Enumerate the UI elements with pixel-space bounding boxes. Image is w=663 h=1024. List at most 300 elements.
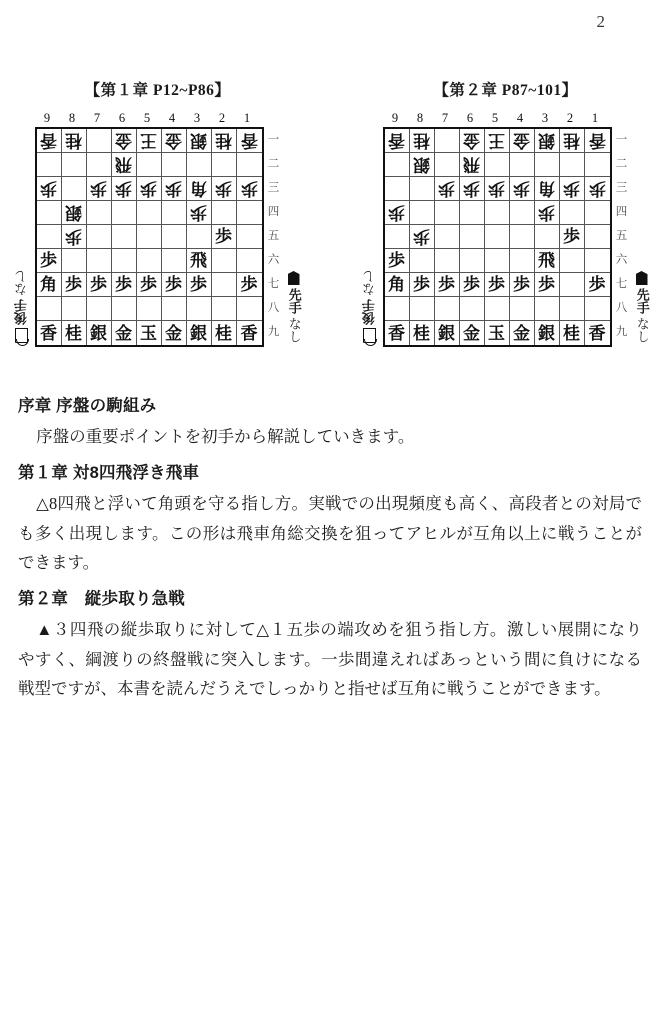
board-square-piece[interactable] — [435, 177, 460, 201]
gote-hand-value: なし — [13, 270, 29, 296]
board-square-empty[interactable] — [485, 225, 510, 249]
shogi-piece: 歩 — [90, 275, 107, 294]
file-label: 4 — [516, 111, 524, 125]
board-square-piece[interactable] — [237, 129, 262, 153]
board-square-empty[interactable] — [485, 249, 510, 273]
board-square-empty[interactable] — [37, 201, 62, 225]
shogi-piece: 歩 — [115, 275, 132, 294]
board-square-empty[interactable] — [137, 297, 162, 321]
board-square-empty[interactable] — [187, 297, 212, 321]
board-square-empty[interactable] — [510, 249, 535, 273]
board-square-piece[interactable] — [112, 273, 137, 297]
board-square-piece[interactable] — [187, 177, 212, 201]
board-square-empty[interactable] — [162, 249, 187, 273]
board-square-empty[interactable] — [212, 249, 237, 273]
board-square-empty[interactable] — [385, 177, 410, 201]
board-square-empty[interactable] — [187, 225, 212, 249]
board-square-empty[interactable] — [87, 201, 112, 225]
board-square-piece[interactable] — [112, 129, 137, 153]
rank-label: 二 — [267, 158, 280, 170]
shogi-piece: 金 — [115, 131, 132, 150]
board-square-piece[interactable] — [212, 225, 237, 249]
shogi-piece: 歩 — [488, 275, 505, 294]
board-square-piece[interactable] — [410, 129, 435, 153]
board-square-empty[interactable] — [435, 249, 460, 273]
board-square-empty[interactable] — [162, 225, 187, 249]
rank-label: 六 — [615, 254, 628, 266]
shogi-piece: 歩 — [588, 275, 606, 294]
shogi-piece: 銀 — [190, 131, 207, 150]
board-square-empty[interactable] — [62, 177, 87, 201]
shogi-piece: 歩 — [65, 227, 82, 246]
board-square-piece[interactable] — [385, 129, 410, 153]
board-square-empty[interactable] — [460, 201, 485, 225]
shogi-piece: 角 — [40, 275, 57, 294]
board-square-empty[interactable] — [237, 249, 262, 273]
rank-label: 二 — [615, 158, 628, 170]
board-square-piece[interactable] — [410, 273, 435, 297]
board-square-piece[interactable] — [510, 273, 535, 297]
shogi-board-grid[interactable] — [383, 127, 612, 347]
board-square-empty[interactable] — [37, 297, 62, 321]
shogi-piece: 香 — [588, 131, 606, 150]
board-square-piece[interactable] — [212, 129, 237, 153]
rank-label: 一 — [615, 134, 628, 146]
shogi-piece: 歩 — [538, 203, 555, 222]
board-square-piece[interactable] — [62, 321, 87, 345]
shogi-piece: 歩 — [190, 203, 207, 222]
board-square-empty[interactable] — [460, 297, 485, 321]
rank-label: 八 — [267, 302, 280, 314]
rank-label: 三 — [267, 182, 280, 194]
gote-label: 後手 — [361, 299, 377, 325]
file-label: 8 — [68, 111, 76, 125]
shogi-piece: 玉 — [140, 323, 157, 343]
board-square-empty[interactable] — [485, 297, 510, 321]
board-square-empty[interactable] — [560, 201, 585, 225]
shogi-piece: 香 — [40, 323, 57, 343]
board-square-empty[interactable] — [112, 201, 137, 225]
shogi-piece: 飛 — [190, 251, 207, 270]
board-square-empty[interactable] — [560, 153, 585, 177]
file-label: 1 — [591, 111, 599, 125]
shogi-piece: 桂 — [65, 131, 82, 150]
board-square-empty[interactable] — [37, 153, 62, 177]
diagram-title: 【第２章 P87~101】 — [433, 82, 578, 99]
shogi-diagrams-row — [0, 78, 663, 347]
rank-label: 九 — [615, 326, 628, 338]
board-square-empty[interactable] — [460, 225, 485, 249]
board-square-piece[interactable] — [87, 273, 112, 297]
shogi-piece: 歩 — [463, 275, 480, 294]
rank-label: 五 — [267, 230, 280, 242]
board-square-empty[interactable] — [62, 249, 87, 273]
board-square-empty[interactable] — [62, 297, 87, 321]
board-square-empty[interactable] — [237, 153, 262, 177]
board-square-empty[interactable] — [137, 225, 162, 249]
board-square-empty[interactable] — [87, 249, 112, 273]
board-square-empty[interactable] — [212, 297, 237, 321]
rank-label: 八 — [615, 302, 628, 314]
shogi-piece: 歩 — [215, 179, 232, 198]
board-square-empty[interactable] — [435, 201, 460, 225]
board-square-piece[interactable] — [385, 273, 410, 297]
board-square-piece[interactable] — [162, 321, 187, 345]
board-square-piece[interactable] — [560, 129, 585, 153]
board-square-piece[interactable] — [460, 153, 485, 177]
shogi-piece: 銀 — [438, 323, 455, 343]
shogi-piece: 歩 — [588, 179, 606, 198]
shogi-piece: 銀 — [90, 323, 107, 343]
board-square-empty[interactable] — [510, 201, 535, 225]
board-square-piece[interactable] — [435, 321, 460, 345]
board-square-empty[interactable] — [410, 201, 435, 225]
shogi-piece: 歩 — [463, 179, 480, 198]
board-square-piece[interactable] — [410, 225, 435, 249]
board-square-empty[interactable] — [137, 153, 162, 177]
file-label: 7 — [441, 111, 449, 125]
chapter1-heading: 第１章 対8四飛浮き飛車 — [18, 464, 200, 483]
board-square-empty[interactable] — [510, 153, 535, 177]
shogi-piece: 王 — [140, 131, 157, 150]
board-square-piece[interactable] — [187, 249, 212, 273]
board-square-empty[interactable] — [435, 225, 460, 249]
board-square-empty[interactable] — [510, 225, 535, 249]
board-square-piece[interactable] — [560, 225, 585, 249]
board-square-piece[interactable] — [460, 321, 485, 345]
file-label: 5 — [491, 111, 499, 125]
board-square-empty[interactable] — [410, 249, 435, 273]
board-square-piece[interactable] — [485, 129, 510, 153]
shogi-piece: 銀 — [538, 131, 555, 150]
file-label: 9 — [43, 111, 51, 125]
shogi-piece: 歩 — [513, 275, 530, 294]
shogi-piece: 歩 — [140, 179, 157, 198]
board-square-piece[interactable] — [485, 177, 510, 201]
shogi-piece: 歩 — [65, 275, 82, 294]
file-label: 2 — [218, 111, 226, 125]
file-label: 9 — [391, 111, 399, 125]
shogi-piece: 香 — [40, 131, 57, 150]
board-square-empty[interactable] — [137, 249, 162, 273]
shogi-piece: 桂 — [215, 131, 232, 150]
sente-label: 先手 — [286, 288, 302, 314]
board-square-empty[interactable] — [37, 225, 62, 249]
board-square-empty[interactable] — [87, 297, 112, 321]
rank-label: 五 — [615, 230, 628, 242]
board-square-piece[interactable] — [460, 129, 485, 153]
board-square-piece[interactable] — [137, 129, 162, 153]
board-square-empty[interactable] — [112, 225, 137, 249]
body-text — [18, 392, 642, 712]
shogi-piece: 歩 — [190, 275, 207, 294]
gote-koma-icon — [15, 328, 28, 343]
board-square-empty[interactable] — [535, 297, 560, 321]
board-square-empty[interactable] — [237, 297, 262, 321]
board-square-empty[interactable] — [460, 249, 485, 273]
board-square-empty[interactable] — [237, 225, 262, 249]
board-square-piece[interactable] — [62, 225, 87, 249]
board-square-empty[interactable] — [62, 153, 87, 177]
shogi-piece: 歩 — [215, 227, 232, 246]
board-square-empty[interactable] — [385, 153, 410, 177]
board-square-empty[interactable] — [410, 297, 435, 321]
board-square-empty[interactable] — [212, 201, 237, 225]
board-square-piece[interactable] — [460, 177, 485, 201]
shogi-piece: 王 — [488, 131, 505, 150]
rank-label: 三 — [615, 182, 628, 194]
board-square-piece[interactable] — [62, 201, 87, 225]
file-label: 8 — [416, 111, 424, 125]
shogi-piece: 金 — [513, 323, 530, 343]
board-square-piece[interactable] — [435, 273, 460, 297]
shogi-piece: 歩 — [388, 203, 405, 222]
board-square-empty[interactable] — [212, 273, 237, 297]
board-square-empty[interactable] — [485, 201, 510, 225]
shogi-piece: 歩 — [388, 251, 405, 270]
board-square-empty[interactable] — [560, 273, 585, 297]
shogi-piece: 歩 — [165, 179, 182, 198]
board-square-piece[interactable] — [112, 153, 137, 177]
board-square-piece[interactable] — [385, 321, 410, 345]
shogi-piece: 桂 — [413, 323, 430, 343]
rank-label: 六 — [267, 254, 280, 266]
shogi-piece: 角 — [538, 179, 555, 198]
shogi-piece: 飛 — [538, 251, 555, 270]
shogi-piece: 歩 — [90, 179, 107, 198]
board-square-piece[interactable] — [137, 321, 162, 345]
shogi-piece: 歩 — [438, 179, 455, 198]
shogi-piece: 香 — [388, 131, 405, 150]
board-square-empty[interactable] — [585, 297, 610, 321]
board-square-empty[interactable] — [187, 153, 212, 177]
gote-hand-area — [357, 111, 383, 347]
board-square-empty[interactable] — [435, 153, 460, 177]
board-square-piece[interactable] — [535, 201, 560, 225]
board-square-piece[interactable] — [87, 321, 112, 345]
board-square-piece[interactable] — [62, 273, 87, 297]
shogi-piece: 歩 — [40, 179, 57, 198]
board-square-piece[interactable] — [112, 321, 137, 345]
board-square-empty[interactable] — [112, 297, 137, 321]
shogi-piece: 香 — [240, 131, 258, 150]
gote-label: 後手 — [13, 299, 29, 325]
rank-label: 四 — [615, 206, 628, 218]
board-square-empty[interactable] — [87, 129, 112, 153]
prologue-paragraph: 序盤の重要ポイントを初手から解説していきます。 — [36, 427, 415, 446]
board-square-piece[interactable] — [410, 321, 435, 345]
board-square-empty[interactable] — [585, 201, 610, 225]
file-label: 3 — [541, 111, 549, 125]
board-square-empty[interactable] — [435, 297, 460, 321]
board-square-empty[interactable] — [112, 249, 137, 273]
shogi-piece: 飛 — [463, 155, 480, 174]
board-square-piece[interactable] — [137, 273, 162, 297]
shogi-piece: 銀 — [538, 323, 555, 343]
board-square-empty[interactable] — [535, 225, 560, 249]
board-square-piece[interactable] — [187, 321, 212, 345]
chapter2-heading: 第２章 縦歩取り急戦 — [18, 590, 185, 609]
board-square-empty[interactable] — [162, 297, 187, 321]
board-square-empty[interactable] — [137, 201, 162, 225]
file-labels — [383, 111, 629, 126]
rank-label: 一 — [267, 134, 280, 146]
board-square-piece[interactable] — [237, 273, 262, 297]
diagram-title: 【第１章 P12~P86】 — [84, 82, 231, 99]
shogi-piece: 歩 — [165, 275, 182, 294]
shogi-piece: 歩 — [563, 179, 580, 198]
board-square-piece[interactable] — [485, 321, 510, 345]
shogi-piece: 銀 — [190, 323, 207, 343]
file-label: 1 — [243, 111, 251, 125]
board-square-piece[interactable] — [162, 129, 187, 153]
board-square-piece[interactable] — [385, 249, 410, 273]
board-square-piece[interactable] — [212, 321, 237, 345]
shogi-piece: 角 — [388, 275, 405, 294]
shogi-piece: 香 — [588, 323, 606, 343]
sente-koma-icon — [288, 271, 300, 285]
board-square-piece[interactable] — [485, 273, 510, 297]
board-square-piece[interactable] — [37, 177, 62, 201]
shogi-piece: 桂 — [215, 323, 232, 343]
board-square-piece[interactable] — [535, 129, 560, 153]
board-square-empty[interactable] — [385, 297, 410, 321]
shogi-piece: 銀 — [413, 155, 430, 174]
shogi-piece: 桂 — [65, 323, 82, 343]
shogi-piece: 金 — [115, 323, 132, 343]
board-square-piece[interactable] — [510, 177, 535, 201]
board-square-piece[interactable] — [560, 321, 585, 345]
file-label: 6 — [466, 111, 474, 125]
shogi-piece: 金 — [463, 323, 480, 343]
board-square-piece[interactable] — [535, 273, 560, 297]
shogi-piece: 金 — [165, 323, 182, 343]
chapter1-paragraph: △8四飛と浮いて角頭を守る指し方。実戦での出現頻度も高く、高段者との対局でも多く出現します。この形は飛車角総交換を狙ってアヒルが互角以上に戦うことができます。 — [18, 494, 642, 573]
board-square-empty[interactable] — [485, 153, 510, 177]
shogi-board-grid[interactable] — [35, 127, 264, 347]
board-square-empty[interactable] — [162, 201, 187, 225]
sente-hand-area — [281, 111, 307, 347]
file-label: 3 — [193, 111, 201, 125]
sente-hand-value: なし — [286, 317, 302, 343]
board-square-empty[interactable] — [410, 177, 435, 201]
rank-label: 七 — [267, 278, 280, 290]
board-square-empty[interactable] — [162, 153, 187, 177]
board-square-empty[interactable] — [87, 153, 112, 177]
board-square-piece[interactable] — [237, 321, 262, 345]
board-square-empty[interactable] — [435, 129, 460, 153]
board-square-empty[interactable] — [87, 225, 112, 249]
board-square-piece[interactable] — [510, 129, 535, 153]
shogi-piece: 桂 — [563, 323, 580, 343]
board-square-piece[interactable] — [137, 177, 162, 201]
board-square-piece[interactable] — [162, 273, 187, 297]
gote-hand-area — [9, 111, 35, 347]
shogi-piece: 飛 — [115, 155, 132, 174]
board-square-piece[interactable] — [460, 273, 485, 297]
rank-labels — [267, 127, 281, 347]
board-square-piece[interactable] — [212, 177, 237, 201]
board-square-piece[interactable] — [162, 177, 187, 201]
board-square-empty[interactable] — [385, 225, 410, 249]
board-square-piece[interactable] — [410, 153, 435, 177]
board-square-piece[interactable] — [585, 177, 610, 201]
shogi-piece: 歩 — [40, 251, 57, 270]
shogi-piece: 金 — [513, 131, 530, 150]
shogi-piece: 桂 — [563, 131, 580, 150]
board-square-piece[interactable] — [187, 273, 212, 297]
rank-label: 四 — [267, 206, 280, 218]
shogi-piece: 銀 — [65, 203, 82, 222]
prologue-heading: 序章 序盤の駒組み — [18, 397, 157, 415]
shogi-piece: 歩 — [240, 179, 258, 198]
board-square-piece[interactable] — [37, 249, 62, 273]
board-square-empty[interactable] — [237, 201, 262, 225]
shogi-diagram-chapter2 — [357, 78, 655, 347]
rank-labels — [615, 127, 629, 347]
board-square-piece[interactable] — [385, 201, 410, 225]
page-number: 2 — [596, 12, 605, 31]
shogi-piece: 香 — [240, 323, 258, 343]
rank-label: 七 — [615, 278, 628, 290]
board-square-piece[interactable] — [187, 129, 212, 153]
shogi-piece: 金 — [463, 131, 480, 150]
board-square-piece[interactable] — [112, 177, 137, 201]
chapter2-paragraph: ▲３四飛の縦歩取りに対して△１五歩の端攻めを狙う指し方。激しい展開になりやすく、綱渡りの終盤戦に突入します。一歩間違えればあっという間に負けになる戦型ですが、本書を読んだうえでしっかりと指せば互角に戦うことができます。 — [18, 620, 642, 699]
board-square-piece[interactable] — [37, 321, 62, 345]
board-square-piece[interactable] — [585, 273, 610, 297]
shogi-piece: 香 — [388, 323, 405, 343]
board-square-piece[interactable] — [62, 129, 87, 153]
board-square-empty[interactable] — [212, 153, 237, 177]
board-square-piece[interactable] — [37, 129, 62, 153]
board-square-empty[interactable] — [510, 297, 535, 321]
file-label: 7 — [93, 111, 101, 125]
shogi-piece: 歩 — [140, 275, 157, 294]
board-square-empty[interactable] — [560, 249, 585, 273]
board-square-piece[interactable] — [87, 177, 112, 201]
board-square-piece[interactable] — [237, 177, 262, 201]
board-square-piece[interactable] — [585, 321, 610, 345]
shogi-piece: 歩 — [115, 179, 132, 198]
board-square-empty[interactable] — [535, 153, 560, 177]
board-square-empty[interactable] — [560, 297, 585, 321]
board-square-empty[interactable] — [585, 225, 610, 249]
shogi-piece: 角 — [190, 179, 207, 198]
board-square-piece[interactable] — [510, 321, 535, 345]
file-label: 4 — [168, 111, 176, 125]
board-square-piece[interactable] — [560, 177, 585, 201]
shogi-piece: 歩 — [240, 275, 258, 294]
sente-hand-value: なし — [634, 317, 650, 343]
shogi-piece: 玉 — [488, 323, 505, 343]
board-square-piece[interactable] — [535, 249, 560, 273]
board-square-piece[interactable] — [37, 273, 62, 297]
board-square-piece[interactable] — [187, 201, 212, 225]
gote-koma-icon — [363, 328, 376, 343]
shogi-piece: 歩 — [413, 227, 430, 246]
board-square-empty[interactable] — [585, 153, 610, 177]
gote-hand-value: なし — [361, 270, 377, 296]
file-label: 6 — [118, 111, 126, 125]
board-square-piece[interactable] — [535, 321, 560, 345]
shogi-piece: 桂 — [413, 131, 430, 150]
file-labels — [35, 111, 281, 126]
board-square-empty[interactable] — [585, 249, 610, 273]
board-square-piece[interactable] — [585, 129, 610, 153]
board-square-piece[interactable] — [535, 177, 560, 201]
sente-label: 先手 — [634, 288, 650, 314]
